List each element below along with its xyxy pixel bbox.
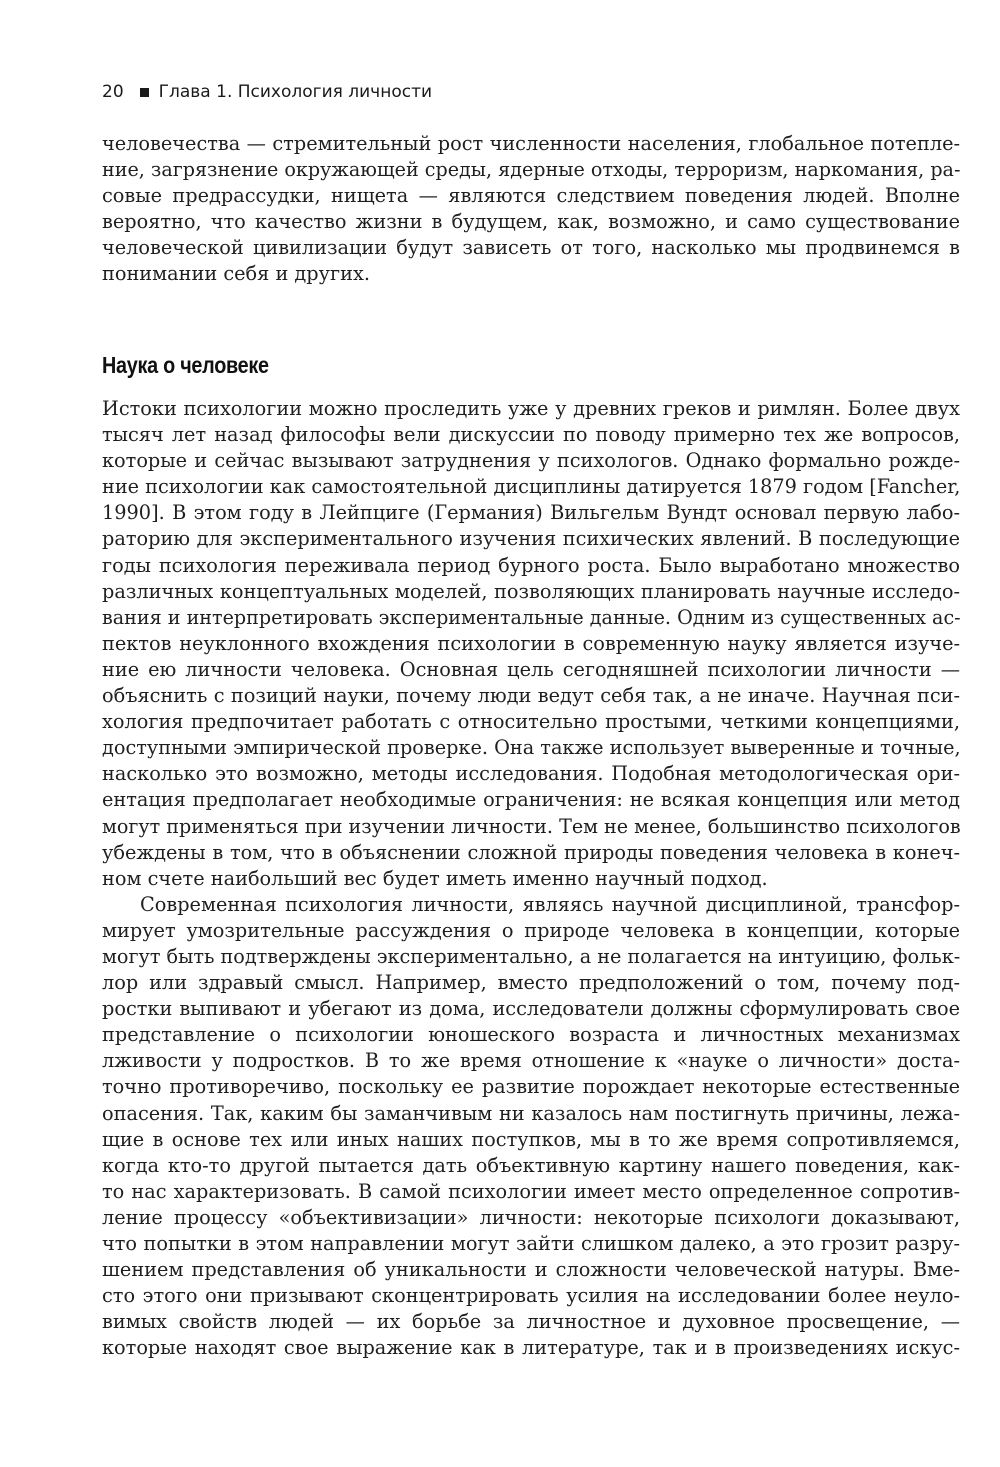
text-line: ние, загрязнение окружающей среды, ядерные отходы, терроризм, наркомания, ра- xyxy=(102,158,961,182)
text-line: вимых свойств людей — их борьбе за личностное и духовное просвещение, — xyxy=(102,1310,960,1334)
text-line: объяснить с позиций науки, почему люди ведут себя так, а не иначе. Научная пси- xyxy=(102,684,960,708)
text-line: понимании себя и других. xyxy=(102,262,370,286)
text-line: когда кто-то другой пытается дать объективную картину нашего поведения, как- xyxy=(102,1153,960,1177)
text-line: могут быть подтверждены экспериментально, а не полагается на интуицию, фольк- xyxy=(102,944,961,968)
section-body xyxy=(102,396,960,1361)
text-line: Истоки психологии можно проследить уже у древних греков и римлян. Более двух xyxy=(102,397,960,420)
text-line: Современная психология личности, являясь научной дисциплиной, трансфор- xyxy=(140,892,960,916)
paragraph-2 xyxy=(102,892,960,1362)
text-line: шением представления об уникальности и сложности человеческой натуры. Вме- xyxy=(102,1258,960,1282)
text-line: пектов неуклонного вхождения психологии в современную науку является изуче- xyxy=(102,631,960,655)
text-line: различных концептуальных моделей, позволяющих планировать научные исследо- xyxy=(102,579,960,603)
text-line: щие в основе тех или иных наших поступков, мы в то же время сопротивляемся, xyxy=(102,1127,960,1151)
running-head xyxy=(102,82,432,102)
text-line: 1990]. В этом году в Лейпциге (Германия) Вильгельм Вундт основал первую лабо- xyxy=(102,501,960,525)
text-line: которые и сейчас вызывают затруднения у психологов. Однако формально рожде- xyxy=(102,449,960,473)
text-line: мирует умозрительные рассуждения о природе человека в концепции, которые xyxy=(102,918,960,942)
page-number: 20 xyxy=(102,82,124,102)
text-line: точно противоречиво, поскольку ее развитие порождает некоторые естественные xyxy=(102,1075,960,1099)
text-line: лживости у подростков. В то же время отношение к «науке о личности» доста- xyxy=(102,1049,960,1073)
text-line: раторию для экспериментального изучения психических явлений. В последующие xyxy=(102,527,960,551)
text-line: то нас характеризовать. В самой психологии имеет место определенное сопротив- xyxy=(102,1179,960,1203)
text-line: насколько это возможно, методы исследования. Подобная методологическая ори- xyxy=(102,762,960,786)
paragraph-1 xyxy=(102,396,960,892)
text-line: хология предпочитает работать с относительно простыми, четкими концепциями, xyxy=(102,710,960,734)
text-line: которые находят свое выражение как в литературе, так и в произведениях искус- xyxy=(102,1336,960,1360)
text-line: ростки выпивают и убегают из дома, исследователи должны сформулировать свое xyxy=(102,997,960,1021)
text-line: тысяч лет назад философы вели дискуссии по поводу примерно тех же вопросов, xyxy=(102,423,960,447)
text-line: ном счете наибольший вес будет иметь именно научный подход. xyxy=(102,866,768,890)
intro-paragraph xyxy=(102,131,960,288)
text-line: что попытки в этом направлении могут зайти слишком далеко, а это грозит разру- xyxy=(102,1232,960,1255)
text-line: вания и интерпретировать экспериментальные данные. Одним из существенных ас- xyxy=(102,605,961,629)
chapter-title: Глава 1. Психология личности xyxy=(158,82,433,102)
text-line: совые предрассудки, нищета — являются следствием поведения людей. Вполне xyxy=(102,184,960,208)
square-bullet-icon xyxy=(140,88,149,97)
text-line: вероятно, что качество жизни в будущем, как, возможно, и само существование xyxy=(102,210,960,234)
text-line: могут применяться при изучении личности. Тем не менее, большинство психологов xyxy=(102,814,961,838)
text-line: представление о психологии юношеского возраста и личностных механизмах xyxy=(102,1023,960,1047)
text-line: лор или здравый смысл. Например, вместо предположений о том, почему под- xyxy=(102,971,960,995)
text-line: человеческой цивилизации будут зависеть от того, насколько мы продвинемся в xyxy=(102,236,960,260)
text-line: годы психология переживала период бурного роста. Было выработано множество xyxy=(102,553,960,577)
text-line: ление процессу «объективизации» личности: некоторые психологи доказывают, xyxy=(102,1205,960,1229)
text-line: человечества — стремительный рост численности населения, глобальное потепле- xyxy=(102,132,960,155)
text-line: доступными эмпирической проверке. Она также использует выверенные и точные, xyxy=(102,736,961,760)
text-line: опасения. Так, каким бы заманчивым ни казалось нам постигнуть причины, лежа- xyxy=(102,1101,960,1125)
text-line: ентация предполагает необходимые ограничения: не всякая концепция или метод xyxy=(102,788,960,812)
section-heading: Наука о человеке xyxy=(102,352,269,378)
text-line: убеждены в том, что в объяснении сложной природы поведения человека в конеч- xyxy=(102,840,960,864)
text-line: ние ею личности человека. Основная цель сегодняшней психологии личности — xyxy=(102,657,960,681)
text-line: сто этого они призывают сконцентрировать усилия на исследовании более неуло- xyxy=(102,1284,960,1308)
text-line: ние психологии как самостоятельной дисциплины датируется 1879 годом [Fancher, xyxy=(102,475,961,499)
